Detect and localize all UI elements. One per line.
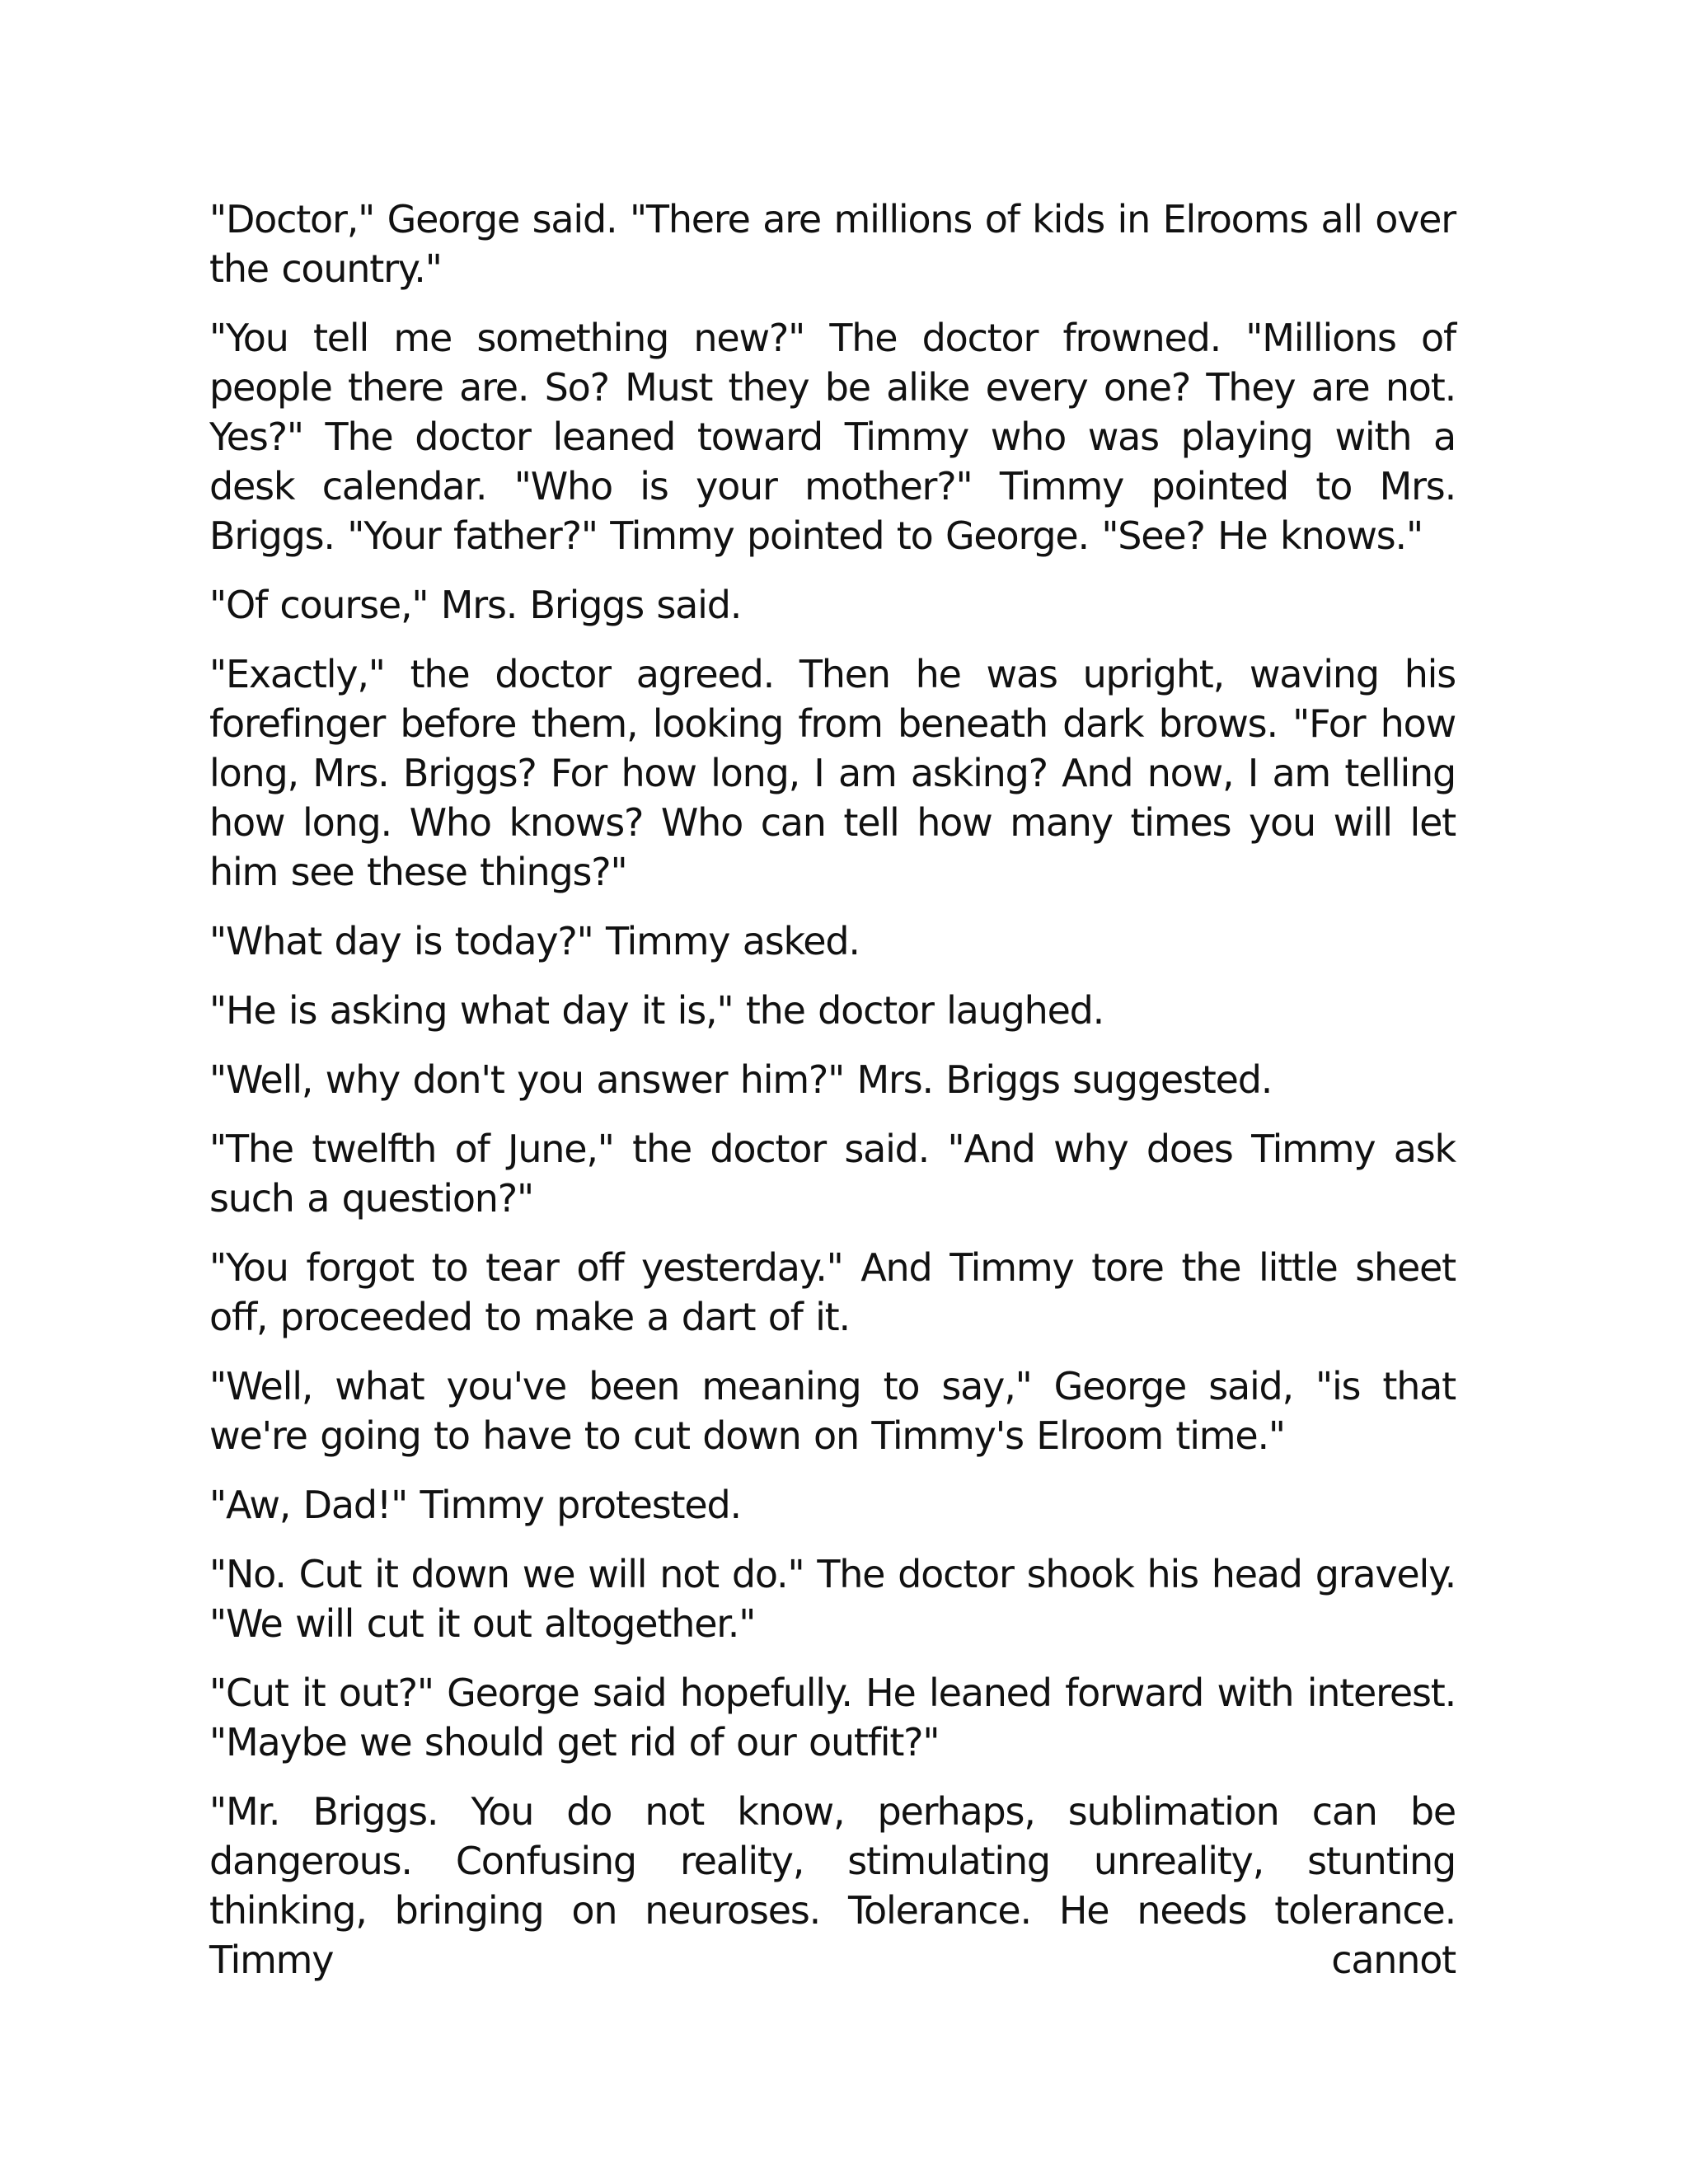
- paragraph-10: "Well, what you've been meaning to say," George said, "is that we're going to have to cut down on Timmy's Elroom time.": [209, 1364, 1456, 1458]
- paragraph-9: "You forgot to tear off yesterday." And Timmy tore the little sheet off, proceeded to make a dart of it.: [209, 1245, 1456, 1339]
- paragraph-12: "No. Cut it down we will not do." The doctor shook his head gravely. "We will cut it out altogether.": [209, 1552, 1456, 1646]
- paragraph-4: "Exactly," the doctor agreed. Then he was upright, waving his forefinger before them, looking from beneath dark brows. "For how long, Mrs. Briggs? For how long, I am asking? And now, I am telling how long. Who knows? Who can tell how many times you will let him see these things?": [209, 652, 1456, 894]
- paragraph-14: "Mr. Briggs. You do not know, perhaps, sublimation can be dangerous. Confusing reality, stimulating unreality, stunting thinking, bringing on neuroses. Tolerance. He needs tolerance. Timmy cannot: [209, 1789, 1456, 1982]
- document-page: [209, 194, 1456, 1985]
- paragraph-7: "Well, why don't you answer him?" Mrs. Briggs suggested.: [209, 1057, 1273, 1102]
- paragraph-5: "What day is today?" Timmy asked.: [209, 919, 860, 963]
- paragraph-1: "Doctor," George said. "There are millions of kids in Elrooms all over the country.": [209, 197, 1456, 291]
- paragraph-3: "Of course," Mrs. Briggs said.: [209, 583, 742, 627]
- paragraph-6: "He is asking what day it is," the doctor laughed.: [209, 988, 1104, 1033]
- paragraph-8: "The twelfth of June," the doctor said. "And why does Timmy ask such a question?": [209, 1127, 1456, 1221]
- paragraph-13: "Cut it out?" George said hopefully. He leaned forward with interest. "Maybe we should get rid of our outfit?": [209, 1671, 1456, 1765]
- paragraph-2: "You tell me something new?" The doctor frowned. "Millions of people there are. So? Must they be alike every one? They are not. Yes?" The doctor leaned toward Timmy who was playing with a desk calendar. "Who is your mother?" Timmy pointed to Mrs. Briggs. "Your father?" Timmy pointed to George. "See? He knows.": [209, 316, 1456, 558]
- paragraph-11: "Aw, Dad!" Timmy protested.: [209, 1483, 741, 1527]
